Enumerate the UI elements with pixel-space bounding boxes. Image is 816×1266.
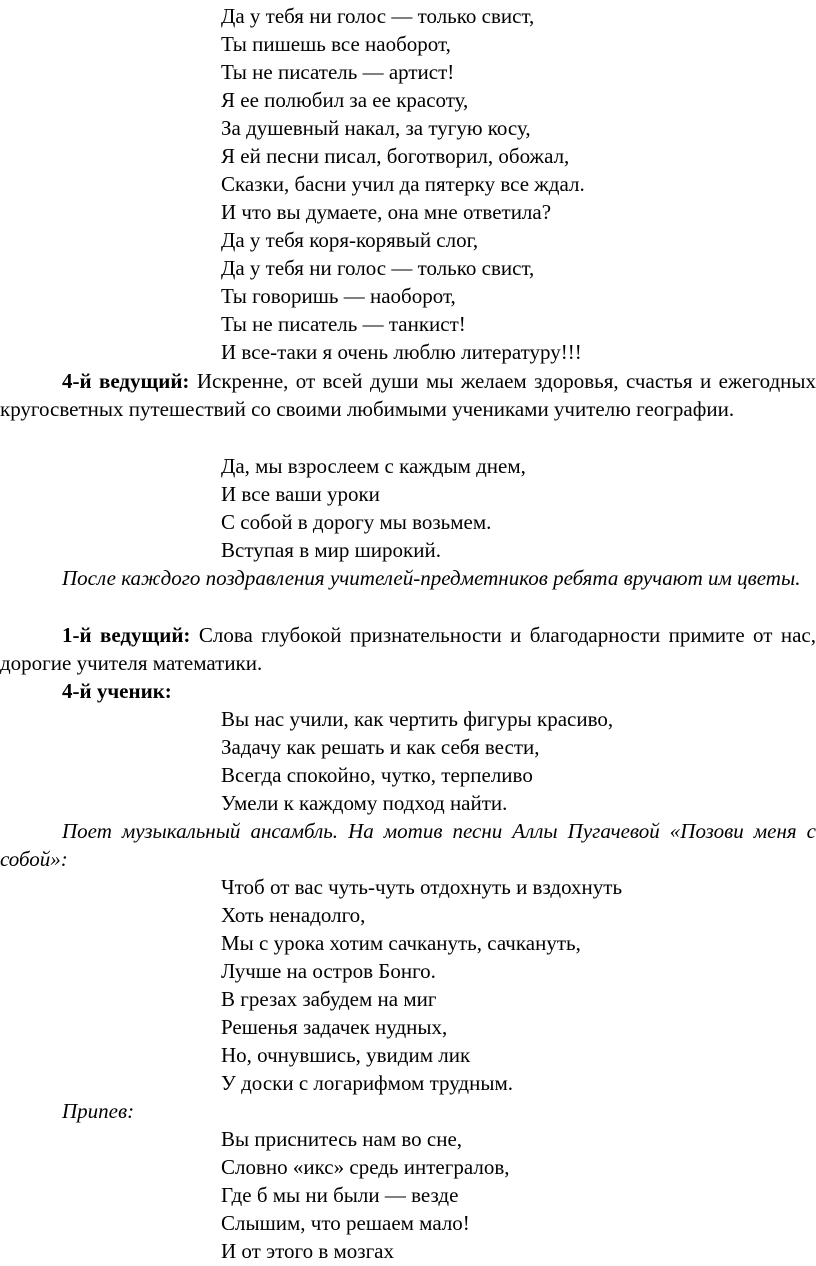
verse-line: За душевный накал, за тугую косу, bbox=[221, 116, 531, 140]
stage-direction: После каждого поздравления учителей-предметников ребята вручают им цветы. bbox=[62, 566, 801, 590]
verse-line: В грезах забудем на миг bbox=[221, 987, 437, 1011]
verse-line: И все ваши уроки bbox=[221, 482, 380, 506]
stage-direction: Поет музыкальный ансамбль. На мотив песни Аллы Пугачевой «Позови меня с собой»: bbox=[0, 819, 816, 871]
verse-line: Да у тебя коря-корявый слог, bbox=[221, 228, 479, 252]
song-verse bbox=[221, 873, 622, 1097]
host1-paragraph bbox=[0, 621, 816, 677]
student4-label: 4-й ученик: bbox=[62, 679, 172, 703]
verse-line: Я ее полюбил за ее красоту, bbox=[221, 88, 469, 112]
verse-line: Лучше на остров Бонго. bbox=[221, 959, 436, 983]
verse-line: Словно «икс» средь интегралов, bbox=[221, 1155, 510, 1179]
verse-line: Слышим, что решаем мало! bbox=[221, 1211, 470, 1235]
verse-line: Да у тебя ни голос — только свист, bbox=[221, 4, 535, 28]
verse-line: Ты не писатель — артист! bbox=[221, 60, 455, 84]
verse-line: Но, очнувшись, увидим лик bbox=[221, 1043, 471, 1067]
speech-text: Слова глубокой признательности и благодарности примите от нас, дорогие учителя математики. bbox=[0, 623, 816, 675]
verse-line: Хоть ненадолго, bbox=[221, 903, 366, 927]
song-chorus bbox=[221, 1125, 510, 1265]
verse-line: И все-таки я очень люблю литературу!!! bbox=[221, 340, 582, 364]
verse-line: Всегда спокойно, чутко, терпеливо bbox=[221, 763, 533, 787]
verse-line: Вы нас учили, как чертить фигуры красиво, bbox=[221, 707, 614, 731]
verse-line: Ты не писатель — танкист! bbox=[221, 312, 466, 336]
chorus-label: Припев: bbox=[62, 1099, 135, 1123]
poem-stanza-math bbox=[221, 705, 613, 817]
verse-line: Вступая в мир широкий. bbox=[221, 538, 441, 562]
verse-line: У доски с логарифмом трудным. bbox=[221, 1071, 514, 1095]
verse-line: И что вы думаете, она мне ответила? bbox=[221, 200, 552, 224]
verse-line: Задачу как решать и как себя вести, bbox=[221, 735, 540, 759]
verse-line: Ты говоришь — наоборот, bbox=[221, 284, 456, 308]
speaker-label: 4-й ведущий: bbox=[62, 369, 190, 393]
verse-line: Чтоб от вас чуть-чуть отдохнуть и вздохнуть bbox=[221, 875, 623, 899]
speech-text: Искренне, от всей души мы желаем здоровья, счастья и ежегодных кругосветных путешествий со своими любимыми учениками учителю географии. bbox=[0, 369, 816, 421]
verse-line: Я ей песни писал, боготворил, обожал, bbox=[221, 144, 570, 168]
poem-stanza-geography bbox=[221, 452, 526, 564]
host4-paragraph bbox=[0, 367, 816, 423]
verse-line: И от этого в мозгах bbox=[221, 1239, 395, 1263]
verse-line: Умели к каждому подход найти. bbox=[221, 791, 508, 815]
verse-line: Вы приснитесь нам во сне, bbox=[221, 1127, 463, 1151]
verse-line: Где б мы ни были — везде bbox=[221, 1183, 459, 1207]
verse-line: Сказки, басни учил да пятерку все ждал. bbox=[221, 172, 585, 196]
verse-line: Да у тебя ни голос — только свист, bbox=[221, 256, 535, 280]
verse-line: С собой в дорогу мы возьмем. bbox=[221, 510, 492, 534]
verse-line: Да, мы взрослеем с каждым днем, bbox=[221, 454, 526, 478]
verse-line: Решенья задачек нудных, bbox=[221, 1015, 448, 1039]
verse-line: Ты пишешь все наоборот, bbox=[221, 32, 451, 56]
poem-stanza-literature bbox=[221, 2, 585, 366]
speaker-label: 1-й ведущий: bbox=[62, 623, 191, 647]
verse-line: Мы с урока хотим сачкануть, сачкануть, bbox=[221, 931, 581, 955]
